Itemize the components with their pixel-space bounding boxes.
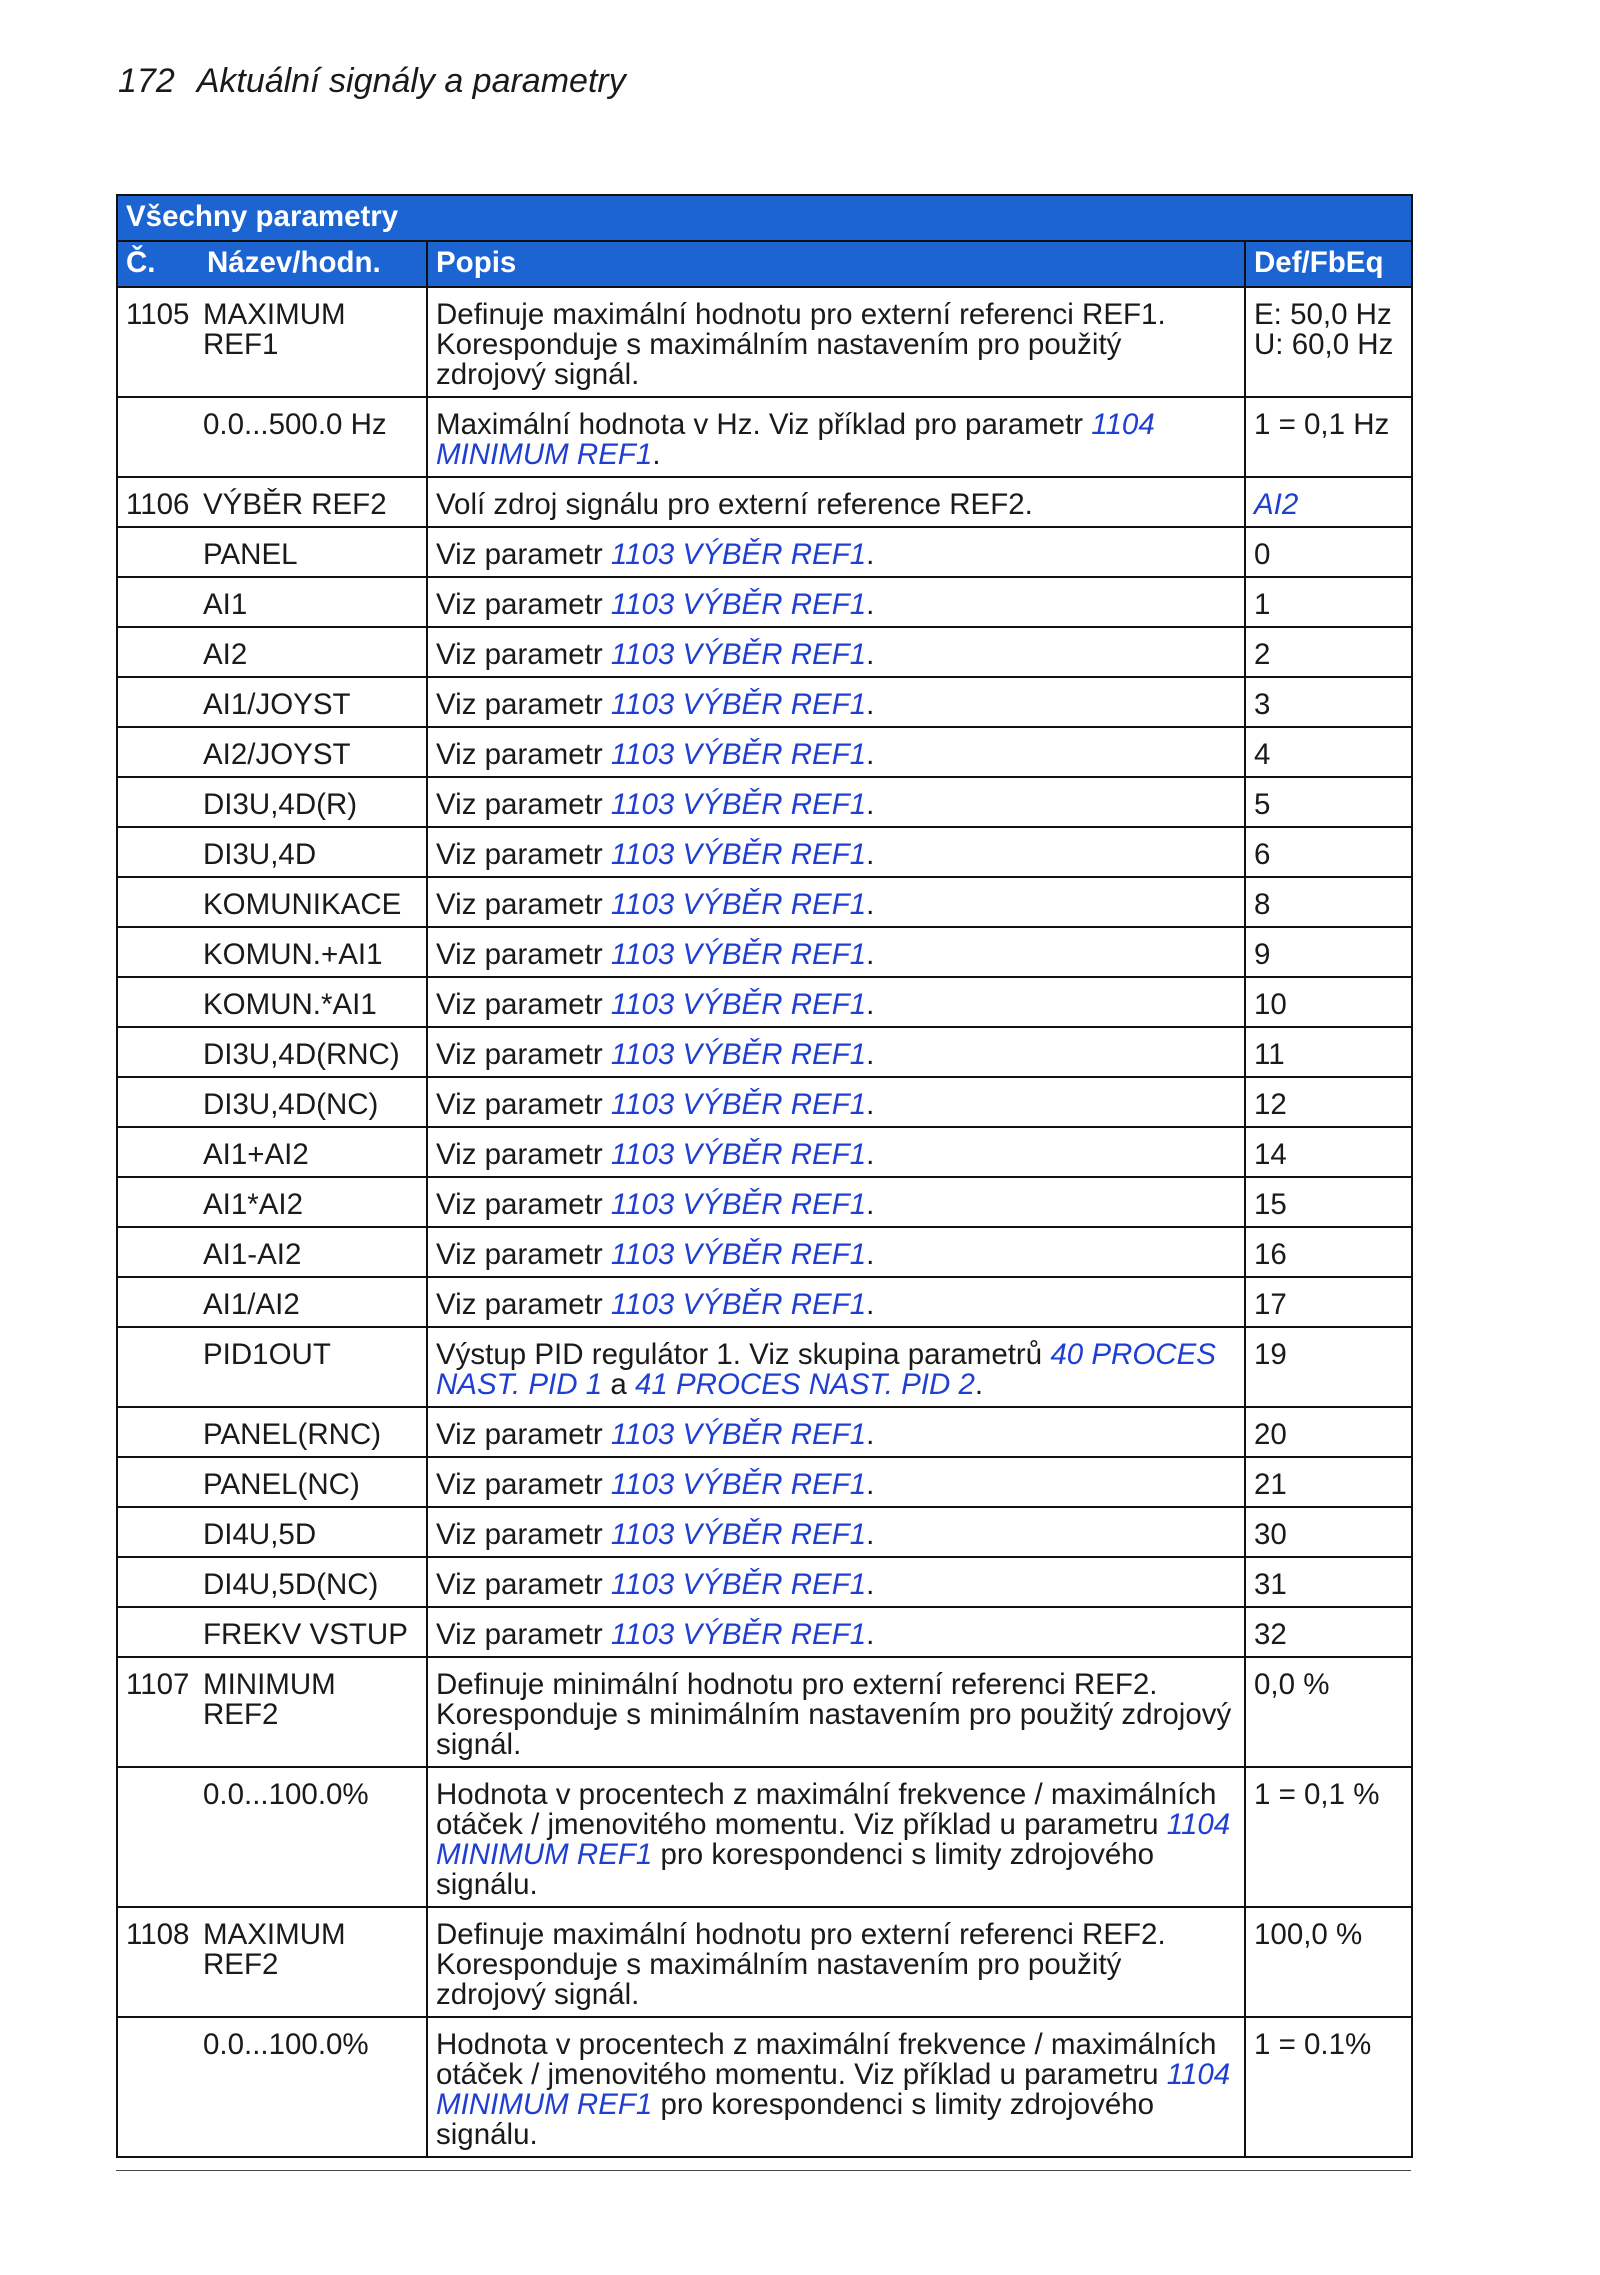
description-text: . <box>974 1368 984 1401</box>
param-name: AI1 <box>199 577 427 627</box>
cross-reference-link[interactable]: 1103 VÝBĚR REF1 <box>610 1038 867 1071</box>
table-row <box>117 1077 1412 1127</box>
table-row <box>117 677 1412 727</box>
param-name: AI2/JOYST <box>199 727 427 777</box>
param-number: 1107 <box>117 1657 199 1767</box>
description-text: . <box>866 688 875 721</box>
param-description <box>427 1327 1245 1407</box>
cross-reference-link[interactable]: 1103 VÝBĚR REF1 <box>610 738 867 771</box>
table-row <box>117 1767 1412 1907</box>
description-text: . <box>866 538 875 571</box>
description-text: Hodnota v procentech z maximální frekvence / maximálních otáček / jmenovitého momentu. Viz příklad u parametru <box>436 2028 1217 2091</box>
param-description <box>427 1767 1245 1907</box>
description-text: Viz parametr <box>436 638 611 671</box>
description-text: Viz parametr <box>436 1518 611 1551</box>
param-number <box>117 827 199 877</box>
param-number <box>117 577 199 627</box>
description-text: . <box>866 1468 875 1501</box>
cross-reference-link[interactable]: 1103 VÝBĚR REF1 <box>610 1518 867 1551</box>
table-row <box>117 977 1412 1027</box>
table-row <box>117 1657 1412 1767</box>
description-text: Viz parametr <box>436 1088 611 1121</box>
column-header-default: Def/FbEq <box>1245 241 1412 287</box>
param-number <box>117 1407 199 1457</box>
description-text: . <box>866 938 875 971</box>
table-row <box>117 627 1412 677</box>
param-name: 0.0...100.0% <box>199 1767 427 1907</box>
description-text: Viz parametr <box>436 888 611 921</box>
param-number <box>117 1077 199 1127</box>
cross-reference-link[interactable]: 1103 VÝBĚR REF1 <box>610 1138 867 1171</box>
param-number <box>117 977 199 1027</box>
param-default: 31 <box>1245 1557 1412 1607</box>
parameter-table <box>116 194 1413 2158</box>
param-default: 11 <box>1245 1027 1412 1077</box>
param-name: PANEL(NC) <box>199 1457 427 1507</box>
param-name: DI4U,5D(NC) <box>199 1557 427 1607</box>
description-text: Viz parametr <box>436 1618 611 1651</box>
description-text: . <box>866 1188 875 1221</box>
table-row <box>117 727 1412 777</box>
param-default: 19 <box>1245 1327 1412 1407</box>
description-text: Viz parametr <box>436 1238 611 1271</box>
description-text: Definuje minimální hodnotu pro externí referenci REF2. Koresponduje s minimálním nastavením pro použitý zdrojový signál. <box>436 1668 1232 1761</box>
param-default: 17 <box>1245 1277 1412 1327</box>
cross-reference-link[interactable]: 1103 VÝBĚR REF1 <box>610 1618 867 1651</box>
param-description <box>427 677 1245 727</box>
table-row <box>117 1457 1412 1507</box>
description-text: Viz parametr <box>436 1468 611 1501</box>
param-number <box>117 1557 199 1607</box>
param-default: 3 <box>1245 677 1412 727</box>
param-name: MINIMUM REF2 <box>199 1657 427 1767</box>
description-text: . <box>652 438 661 471</box>
param-default: 20 <box>1245 1407 1412 1457</box>
param-name: DI3U,4D(RNC) <box>199 1027 427 1077</box>
param-description <box>427 1607 1245 1657</box>
description-text: . <box>866 1418 875 1451</box>
cross-reference-link[interactable]: 1103 VÝBĚR REF1 <box>610 1088 867 1121</box>
param-number <box>117 1127 199 1177</box>
param-description <box>427 1507 1245 1557</box>
param-default: 0,0 % <box>1245 1657 1412 1767</box>
param-number <box>117 777 199 827</box>
cross-reference-link[interactable]: 1103 VÝBĚR REF1 <box>610 1568 867 1601</box>
cross-reference-link[interactable]: 40 PROCES NAST. PID 1 <box>436 1338 1216 1401</box>
description-text: Viz parametr <box>436 738 611 771</box>
param-name: AI1-AI2 <box>199 1227 427 1277</box>
param-default: 15 <box>1245 1177 1412 1227</box>
param-number: 1106 <box>117 477 199 527</box>
param-description <box>427 1177 1245 1227</box>
param-default: 100,0 % <box>1245 1907 1412 2017</box>
page-title: Aktuální signály a parametry <box>196 62 626 100</box>
param-name: KOMUN.*AI1 <box>199 977 427 1027</box>
description-text: Výstup PID regulátor 1. Viz skupina parametrů <box>436 1338 1051 1371</box>
param-number <box>117 677 199 727</box>
description-text: . <box>866 1088 875 1121</box>
cross-reference-link[interactable]: 1103 VÝBĚR REF1 <box>610 1468 867 1501</box>
description-text: Viz parametr <box>436 1288 611 1321</box>
cross-reference-link[interactable]: 1103 VÝBĚR REF1 <box>610 838 867 871</box>
param-number <box>117 1767 199 1907</box>
table-header-row <box>117 241 1412 287</box>
table-row <box>117 477 1412 527</box>
param-description <box>427 927 1245 977</box>
description-text: . <box>866 988 875 1021</box>
param-default: 2 <box>1245 627 1412 677</box>
param-default[interactable]: AI2 <box>1245 477 1412 527</box>
table-row <box>117 397 1412 477</box>
param-description <box>427 577 1245 627</box>
table-row <box>117 927 1412 977</box>
param-default: 6 <box>1245 827 1412 877</box>
param-name: DI3U,4D <box>199 827 427 877</box>
cross-reference-link[interactable]: 1104 MINIMUM REF1 <box>436 2058 1231 2121</box>
cross-reference-link[interactable]: 1103 VÝBĚR REF1 <box>610 988 867 1021</box>
cross-reference-link[interactable]: 1103 VÝBĚR REF1 <box>610 538 867 571</box>
param-description <box>427 397 1245 477</box>
param-description <box>427 477 1245 527</box>
description-text: Viz parametr <box>436 1038 611 1071</box>
param-default: 21 <box>1245 1457 1412 1507</box>
description-text: Viz parametr <box>436 1418 611 1451</box>
param-description <box>427 1557 1245 1607</box>
param-name: PANEL <box>199 527 427 577</box>
cross-reference-link[interactable]: 1103 VÝBĚR REF1 <box>610 788 867 821</box>
table-row <box>117 827 1412 877</box>
param-name: KOMUNIKACE <box>199 877 427 927</box>
description-text: Viz parametr <box>436 538 611 571</box>
param-number <box>117 1607 199 1657</box>
cross-reference-link[interactable]: 1103 VÝBĚR REF1 <box>610 688 867 721</box>
param-number <box>117 1507 199 1557</box>
param-description <box>427 977 1245 1027</box>
cross-reference-link[interactable]: 41 PROCES NAST. PID 2 <box>634 1368 975 1401</box>
param-description <box>427 727 1245 777</box>
description-text: Viz parametr <box>436 788 611 821</box>
cross-reference-link[interactable]: 1103 VÝBĚR REF1 <box>610 1188 867 1221</box>
param-name: DI4U,5D <box>199 1507 427 1557</box>
column-header-number: Č. <box>117 241 199 287</box>
param-name: PANEL(RNC) <box>199 1407 427 1457</box>
param-description <box>427 1277 1245 1327</box>
description-text: . <box>866 1618 875 1651</box>
param-description <box>427 287 1245 397</box>
description-text: Viz parametr <box>436 1188 611 1221</box>
table-row <box>117 2017 1412 2157</box>
param-default: 1 = 0,1 % <box>1245 1767 1412 1907</box>
cross-reference-link[interactable]: 1103 VÝBĚR REF1 <box>610 638 867 671</box>
description-text: Viz parametr <box>436 988 611 1021</box>
description-text: . <box>866 838 875 871</box>
param-name: AI1+AI2 <box>199 1127 427 1177</box>
param-number <box>117 2017 199 2157</box>
param-default: 10 <box>1245 977 1412 1027</box>
cross-reference-link[interactable]: 1104 MINIMUM REF1 <box>436 408 1155 471</box>
param-name: PID1OUT <box>199 1327 427 1407</box>
param-number: 1108 <box>117 1907 199 2017</box>
table-body <box>117 287 1412 2157</box>
table-title-row <box>117 195 1412 241</box>
description-text: Viz parametr <box>436 1138 611 1171</box>
param-description <box>427 877 1245 927</box>
cross-reference-link[interactable]: 1103 VÝBĚR REF1 <box>610 588 867 621</box>
description-text: . <box>866 1138 875 1171</box>
table-row <box>117 877 1412 927</box>
description-text: pro korespondenci s limity zdrojového signálu. <box>436 1838 1155 1901</box>
table-row <box>117 1327 1412 1407</box>
param-number <box>117 527 199 577</box>
footer-rule <box>116 2170 1411 2171</box>
param-number <box>117 397 199 477</box>
param-default: 4 <box>1245 727 1412 777</box>
table-title: Všechny parametry <box>117 195 1412 241</box>
param-default: 0 <box>1245 527 1412 577</box>
description-text: . <box>866 1238 875 1271</box>
param-default: 9 <box>1245 927 1412 977</box>
param-name: AI1/JOYST <box>199 677 427 727</box>
param-number <box>117 877 199 927</box>
table-row <box>117 1607 1412 1657</box>
description-text: . <box>866 1568 875 1601</box>
param-number <box>117 927 199 977</box>
description-text: Viz parametr <box>436 938 611 971</box>
param-description <box>427 1407 1245 1457</box>
param-description <box>427 1907 1245 2017</box>
param-name: AI1*AI2 <box>199 1177 427 1227</box>
param-number <box>117 727 199 777</box>
table-row <box>117 777 1412 827</box>
param-description <box>427 827 1245 877</box>
param-name: KOMUN.+AI1 <box>199 927 427 977</box>
param-default: E: 50,0 Hz U: 60,0 Hz <box>1245 287 1412 397</box>
table-row <box>117 1127 1412 1177</box>
param-name: AI2 <box>199 627 427 677</box>
table-row <box>117 1177 1412 1227</box>
column-header-name: Název/hodn. <box>199 241 427 287</box>
param-default: 1 = 0,1 Hz <box>1245 397 1412 477</box>
param-name: DI3U,4D(NC) <box>199 1077 427 1127</box>
param-name: 0.0...100.0% <box>199 2017 427 2157</box>
param-number <box>117 627 199 677</box>
param-number <box>117 1227 199 1277</box>
description-text: . <box>866 638 875 671</box>
table-row <box>117 1027 1412 1077</box>
description-text: a <box>602 1368 635 1401</box>
page-number: 172 <box>118 62 175 100</box>
page-header <box>118 62 626 101</box>
description-text: . <box>866 588 875 621</box>
param-description <box>427 777 1245 827</box>
description-text: Viz parametr <box>436 1568 611 1601</box>
param-default: 32 <box>1245 1607 1412 1657</box>
param-default: 1 <box>1245 577 1412 627</box>
description-text: Definuje maximální hodnotu pro externí referenci REF1. Koresponduje s maximálním nastavením pro použitý zdrojový signál. <box>436 298 1166 391</box>
param-default: 14 <box>1245 1127 1412 1177</box>
param-default: 30 <box>1245 1507 1412 1557</box>
description-text: . <box>866 738 875 771</box>
param-description <box>427 1027 1245 1077</box>
table-row <box>117 1907 1412 2017</box>
param-name: MAXIMUM REF1 <box>199 287 427 397</box>
param-description <box>427 1657 1245 1767</box>
param-description <box>427 1077 1245 1127</box>
table-row <box>117 287 1412 397</box>
cross-reference-link[interactable]: 1103 VÝBĚR REF1 <box>610 888 867 921</box>
param-number <box>117 1457 199 1507</box>
param-name: AI1/AI2 <box>199 1277 427 1327</box>
param-default: 8 <box>1245 877 1412 927</box>
param-description <box>427 1227 1245 1277</box>
param-default: 12 <box>1245 1077 1412 1127</box>
param-name: VÝBĚR REF2 <box>199 477 427 527</box>
description-text: . <box>866 1518 875 1551</box>
param-default: 16 <box>1245 1227 1412 1277</box>
param-number <box>117 1177 199 1227</box>
param-number: 1105 <box>117 287 199 397</box>
description-text: . <box>866 1288 875 1321</box>
description-text: Viz parametr <box>436 588 611 621</box>
description-text: Volí zdroj signálu pro externí reference REF2. <box>436 488 1033 521</box>
param-default: 5 <box>1245 777 1412 827</box>
description-text: pro korespondenci s limity zdrojového signálu. <box>436 2088 1155 2151</box>
param-number <box>117 1327 199 1407</box>
table-row <box>117 1227 1412 1277</box>
table-row <box>117 577 1412 627</box>
param-description <box>427 2017 1245 2157</box>
table-row <box>117 527 1412 577</box>
description-text: Maximální hodnota v Hz. Viz příklad pro parametr <box>436 408 1092 441</box>
table-row <box>117 1407 1412 1457</box>
description-text: . <box>866 788 875 821</box>
cross-reference-link[interactable]: 1104 MINIMUM REF1 <box>436 1808 1231 1871</box>
cross-reference-link[interactable]: 1103 VÝBĚR REF1 <box>610 1238 867 1271</box>
description-text: Viz parametr <box>436 688 611 721</box>
description-text: Definuje maximální hodnotu pro externí referenci REF2. Koresponduje s maximálním nastavením pro použitý zdrojový signál. <box>436 1918 1166 2011</box>
description-text: . <box>866 1038 875 1071</box>
param-name: FREKV VSTUP <box>199 1607 427 1657</box>
table-row <box>117 1507 1412 1557</box>
param-name: DI3U,4D(R) <box>199 777 427 827</box>
description-text: Viz parametr <box>436 838 611 871</box>
cross-reference-link[interactable]: 1103 VÝBĚR REF1 <box>610 1418 867 1451</box>
description-text: . <box>866 888 875 921</box>
param-name: MAXIMUM REF2 <box>199 1907 427 2017</box>
cross-reference-link[interactable]: 1103 VÝBĚR REF1 <box>610 1288 867 1321</box>
param-description <box>427 1457 1245 1507</box>
description-text: Hodnota v procentech z maximální frekvence / maximálních otáček / jmenovitého momentu. Viz příklad u parametru <box>436 1778 1217 1841</box>
table-row <box>117 1557 1412 1607</box>
cross-reference-link[interactable]: 1103 VÝBĚR REF1 <box>610 938 867 971</box>
param-number <box>117 1027 199 1077</box>
param-description <box>427 527 1245 577</box>
column-header-description: Popis <box>427 241 1245 287</box>
param-number <box>117 1277 199 1327</box>
param-description <box>427 1127 1245 1177</box>
param-description <box>427 627 1245 677</box>
param-default: 1 = 0.1% <box>1245 2017 1412 2157</box>
table-row <box>117 1277 1412 1327</box>
param-name: 0.0...500.0 Hz <box>199 397 427 477</box>
